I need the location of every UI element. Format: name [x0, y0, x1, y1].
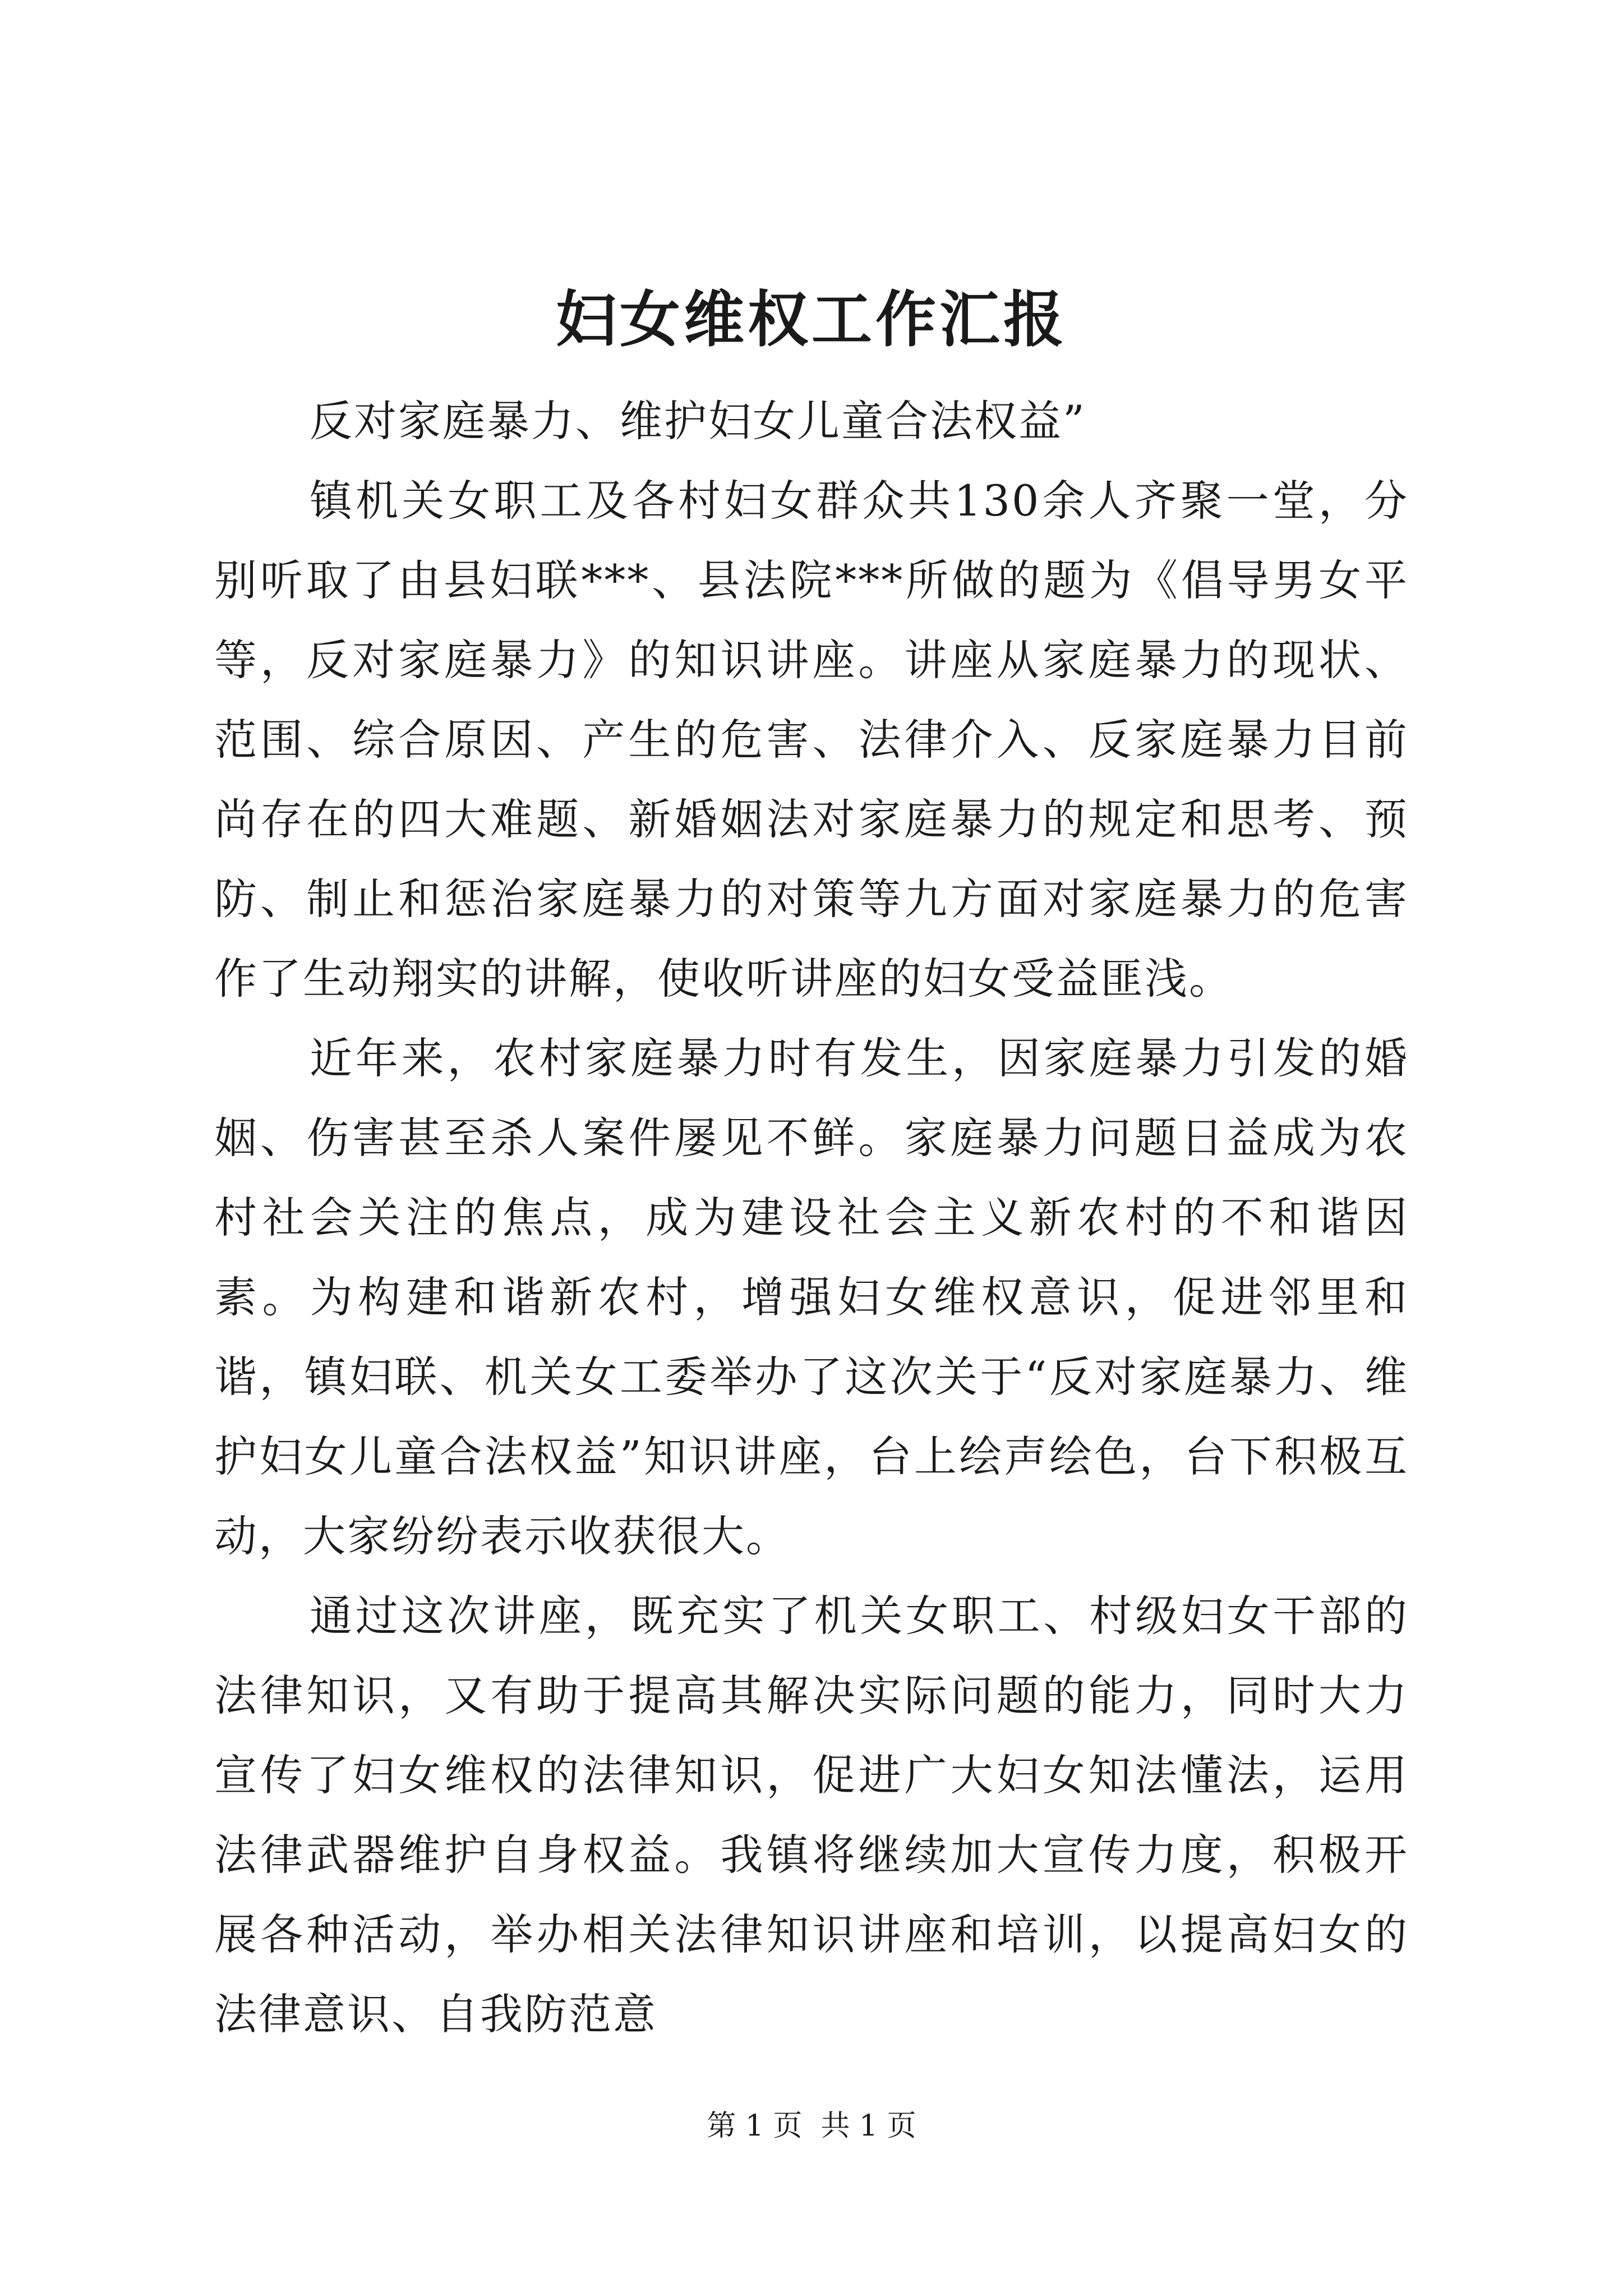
- document-title: 妇女维权工作汇报: [555, 284, 1067, 355]
- paragraph-subtitle: 反对家庭暴力、维护妇女儿童合法权益”: [310, 396, 1086, 446]
- paragraph-conclusion: 通过这次讲座，既充实了机关女职工、村级妇女干部的法律知识，又有助于提高其解决实际问题的能力，同时大力宣传了妇女维权的法律知识，促进广大妇女知法懂法，运用法律武器维护自身权益。我镇将继续加大宣传力度，积极开展各种活动，举办相关法律知识讲座和培训，以提高妇女的法律意识、自我防范意: [214, 1591, 1409, 2039]
- paragraph-lecture: 镇机关女职工及各村妇女群众共130余人齐聚一堂，分别听取了由县妇联***、县法院***所做的题为《倡导男女平等，反对家庭暴力》的知识讲座。讲座从家庭暴力的现状、范围、综合原因、产生的危害、法律介入、反家庭暴力目前尚存在的四大难题、新婚姻法对家庭暴力的规定和思考、预防、制止和惩治家庭暴力的对策等九方面对家庭暴力的危害作了生动翔实的讲解，使收听讲座的妇女受益匪浅。: [214, 476, 1409, 1004]
- page-number: 第 1 页 共 1 页: [707, 2109, 916, 2143]
- paragraph-background: 近年来，农村家庭暴力时有发生，因家庭暴力引发的婚姻、伤害甚至杀人案件屡见不鲜。家庭暴力问题日益成为农村社会关注的焦点，成为建设社会主义新农村的不和谐因素。为构建和谐新农村，增强妇女维权意识，促进邻里和谐，镇妇联、机关女工委举办了这次关于“反对家庭暴力、维护妇女儿童合法权益”知识讲座，台上绘声绘色，台下积极互动，大家纷纷表示收获很大。: [214, 1033, 1409, 1561]
- document-body: [214, 381, 1409, 2054]
- page-footer: [0, 2106, 1623, 2146]
